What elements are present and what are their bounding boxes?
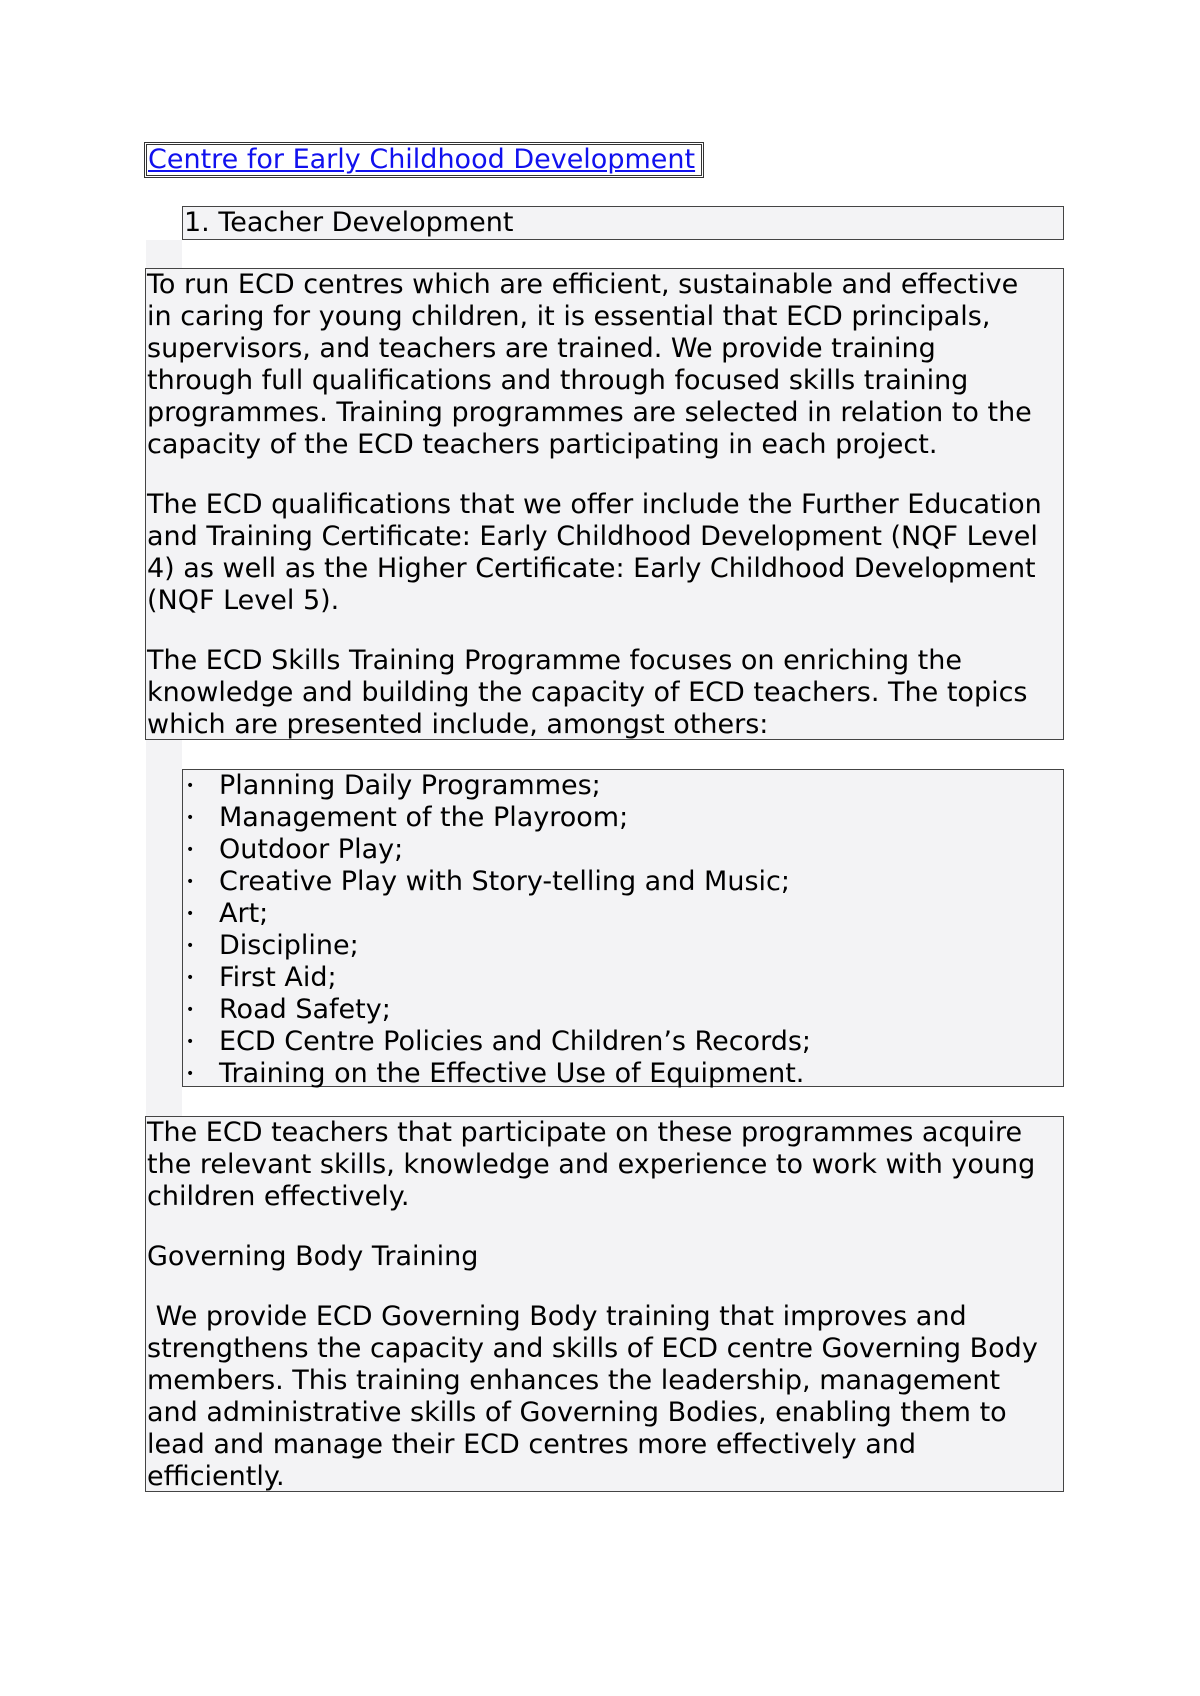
bullet-icon: •: [186, 778, 195, 794]
bullet-icon: •: [186, 874, 195, 890]
list-item: [183, 994, 1063, 1026]
bullet-icon: •: [186, 938, 195, 954]
text-line: programmes. Training programmes are selected in relation to the: [147, 397, 1032, 428]
text-line: children effectively.: [147, 1181, 410, 1212]
list-item: [183, 1058, 1063, 1090]
list-item-text: First Aid;: [219, 962, 337, 993]
list-left-strip: [146, 740, 182, 1116]
list-item: [183, 834, 1063, 866]
text-line: To run ECD centres which are efficient, sustainable and effective: [147, 269, 1019, 300]
outcome-paragraph: [147, 1117, 1063, 1213]
list-item-text: ECD Centre Policies and Children’s Records;: [219, 1026, 811, 1057]
list-item-text: Discipline;: [219, 930, 359, 961]
text-line: which are presented include, amongst others:: [147, 709, 769, 740]
text-line: in caring for young children, it is essential that ECD principals,: [147, 301, 991, 332]
list-item: [183, 866, 1063, 898]
intro-paragraph: [147, 269, 1063, 461]
list-item: [183, 930, 1063, 962]
bullet-icon: •: [186, 1066, 195, 1082]
list-item: [183, 770, 1063, 802]
list-item-text: Art;: [219, 898, 269, 929]
text-line: through full qualifications and through focused skills training: [147, 365, 969, 396]
centre-title-link[interactable]: Centre for Early Childhood Development: [146, 144, 702, 176]
list-item-text: Planning Daily Programmes;: [219, 770, 601, 801]
text-line: 4) as well as the Higher Certificate: Early Childhood Development: [147, 553, 1036, 584]
list-item-text: Creative Play with Story-telling and Music;: [219, 866, 790, 897]
topics-list: [182, 769, 1064, 1087]
intro-text-block: [145, 268, 1064, 740]
list-item-text: Management of the Playroom;: [219, 802, 629, 833]
text-line: efficiently.: [147, 1461, 285, 1492]
bullet-icon: •: [186, 906, 195, 922]
heading-left-strip: [146, 240, 182, 268]
list-item: [183, 898, 1063, 930]
list-item: [183, 962, 1063, 994]
text-line: The ECD teachers that participate on these programmes acquire: [147, 1117, 1023, 1148]
text-line: (NQF Level 5).: [147, 585, 340, 616]
bullet-icon: •: [186, 970, 195, 986]
text-line: capacity of the ECD teachers participating in each project.: [147, 429, 938, 460]
text-line: Governing Body Training: [147, 1241, 479, 1272]
section-heading-text: 1. Teacher Development: [184, 207, 514, 238]
text-line: and Training Certificate: Early Childhood Development (NQF Level: [147, 521, 1038, 552]
bullet-icon: •: [186, 1034, 195, 1050]
qualifications-paragraph: [147, 489, 1063, 617]
text-line: supervisors, and teachers are trained. We provide training: [147, 333, 936, 364]
text-line: lead and manage their ECD centres more effectively and: [147, 1429, 917, 1460]
list-item: [183, 802, 1063, 834]
text-line: members. This training enhances the leadership, management: [147, 1365, 1001, 1396]
bullet-icon: •: [186, 810, 195, 826]
text-line: knowledge and building the capacity of ECD teachers. The topics: [147, 677, 1028, 708]
text-line: and administrative skills of Governing Bodies, enabling them to: [147, 1397, 1007, 1428]
closing-text-block: [145, 1116, 1064, 1492]
list-item: [183, 1026, 1063, 1058]
section-heading: [182, 206, 1064, 240]
governing-body-heading: [147, 1241, 1063, 1273]
text-line: The ECD Skills Training Programme focuses on enriching the: [147, 645, 962, 676]
governing-body-paragraph: [147, 1301, 1063, 1493]
list-item-text: Training on the Effective Use of Equipment.: [219, 1058, 805, 1089]
text-line: The ECD qualifications that we offer include the Further Education: [147, 489, 1042, 520]
bullet-icon: •: [186, 1002, 195, 1018]
skills-programme-paragraph: [147, 645, 1063, 741]
list-item-text: Outdoor Play;: [219, 834, 404, 865]
text-line: We provide ECD Governing Body training that improves and: [147, 1301, 967, 1332]
text-line: strengthens the capacity and skills of ECD centre Governing Body: [147, 1333, 1038, 1364]
list-item-text: Road Safety;: [219, 994, 391, 1025]
text-line: the relevant skills, knowledge and experience to work with young: [147, 1149, 1036, 1180]
bullet-icon: •: [186, 842, 195, 858]
